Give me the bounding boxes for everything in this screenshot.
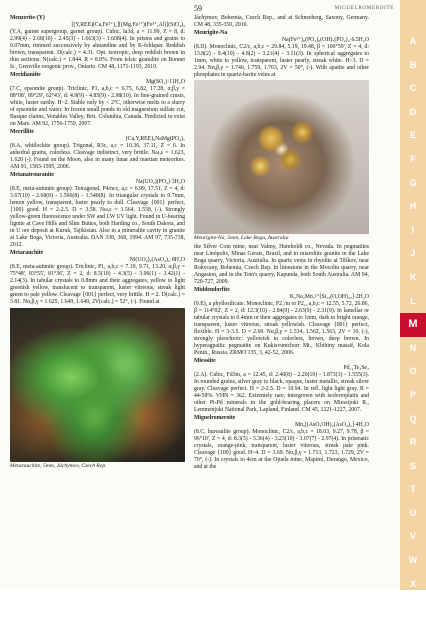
mineral-entry: [10, 172, 185, 250]
entry-formula: [(Y,REE)(Ca,Fe²⁺)₂][(Mg,Fe²⁺)(Fe³⁺,Al)](SiO₄)₃: [71, 22, 185, 29]
entry-headword: Meridianiite: [10, 71, 41, 78]
entries-block: [194, 30, 369, 79]
index-tab-h[interactable]: H: [409, 201, 417, 212]
entry-text: (8.D). Monoclinic, C2/c, a,b,c = 29.84, 5.19, 19.48, β = 106°59', Z = 4, d: 13.8(2) - 9.4(10) - 4.8(2) - 3.21(4) - 3.11(3). In spherical aggregates to 1mm, white to yellow, transparent, luster pearly, streak white. H~3. D = 2.94. Nα,β,γ = 1.740, 1.759, 1.763, 2V = 50°, (-). With apatite and other phosphates in quartz-barite veins at: [194, 43, 369, 78]
entry-headword: Miessiite: [194, 358, 216, 364]
entry-formula: Na(UO₂)(PO₄)·3H₂O: [135, 178, 185, 185]
index-tab-k[interactable]: K: [409, 271, 417, 282]
mineral-entry: [10, 250, 185, 306]
index-tab-q[interactable]: Q: [409, 413, 417, 424]
index-tab-r[interactable]: R: [409, 437, 417, 448]
index-tab-s[interactable]: S: [409, 460, 416, 471]
entry-headword: Metanatrouranite: [10, 171, 54, 178]
index-tab-o[interactable]: O: [409, 366, 417, 377]
index-tab-m[interactable]: M: [400, 313, 426, 337]
index-tab-y[interactable]: Y: [409, 602, 416, 613]
entry-text: (9.E), a phyllosilicate. Monoclinic, P2₁/m or P2₁, a,b,c = 12.55, 5.72, 26.86, β = 114°02', Z = 2, d: 12.3(10) - 2.84(9) - 2.63(9) - 2.31(9). In lamellar or tabular crystals to 0.4mm or their aggregates to 1mm, dark to bright orange, transparent, luster vitreous, streak yellowish. Cleavage {001} perfect, flexible. H = 3-3.5. D = 2.60. Nα,β,γ = 1.534, 1.562, 1.563, 2V = 10, (-), strongly pleochroic: yellowish to colorless, brown, deep brown. In hyperagpaitic pegmatite on Kukisvumchorr Mt., Khibiny massif, Kola Penin., Russia. ZRMO 135, 3, 42-52, 2006.: [194, 301, 369, 357]
index-tab-c[interactable]: C: [409, 83, 417, 94]
index-tab-v[interactable]: V: [409, 531, 416, 542]
index-tab-n[interactable]: N: [409, 342, 417, 353]
entry-headword: Middendorfite: [194, 286, 230, 293]
mineral-entry: [10, 72, 185, 128]
entry-text: (7.C, epsomite group). Triclinic, P1, a,b,c = 6.75, 6.82, 17.28, α,β,γ = 88°08', 89°29', 62°43', d: 4.9(9) - 4.85(9) - 2.98(10). In fine-grained crusts, white, luster earthy. H~2. Stable only by < 2°C, otherwise melts to a slurry of epsomite and water. In frozen small ponds in old magnesium sulfate cut, Basque claims, Venables Valley, Brit. Columbia, Canada. Predicted to exist on Mars. AM 92, 1756-1759, 2007.: [10, 86, 185, 128]
entry-formula: (Ca,Y,REE)₉NaMg(PO₄)₇: [125, 135, 185, 142]
entry-headword: Meurigite-Na: [194, 29, 228, 36]
entry-headword: Metarauchite: [10, 249, 44, 256]
column-left: [10, 15, 185, 472]
index-tab-b[interactable]: B: [409, 59, 417, 70]
entry-headword: Menzerite-(Y): [10, 15, 45, 21]
page-number: 59: [194, 4, 202, 13]
index-tab-u[interactable]: U: [409, 507, 417, 518]
mineral-entry: [194, 415, 369, 471]
mineral-entry: [10, 15, 185, 71]
mineral-entry: [194, 244, 369, 286]
entry-headword: Miguelromeroite: [194, 414, 236, 421]
index-tab-a[interactable]: A: [409, 36, 417, 46]
running-head: MIGUELROMEROITE: [334, 5, 394, 11]
alphabet-index: [400, 30, 426, 643]
photo-caption: Meurigite-Na, 5mm, Lake Boga, Australia: [194, 235, 289, 242]
entry-text: (2.A). Cubic, Fd3m, a = 12.45, d: 2.40(8) - 2.20(10) - 1.873(3) - 1.555(3). In rounded grains, silver gray to black, opaque, luster metallic, streak silver gray. Cleavage perfect. H = 2-2.5. D = 10.94. In refl. light light gray. R = 44-58%. VHN = 362. Extremely rare, intergrown with isoferroplatin and other Pt-Pd minerals in the gold-bearing placers on Miessijoki R., Lemmenjoki National Park, Lapland, Finland. CM 45, 1221-1227, 2007.: [194, 372, 369, 414]
alphabet-index-bar: [400, 0, 426, 636]
entry-formula: Na(Fe³⁺)₈(PO₄)₆(OH)₇(PO₄)₂·6.5H₂O: [282, 36, 369, 43]
entry-formula: Pd₁₁Te₂Se₂: [343, 365, 369, 372]
entry-text: (8.E, meta-autunite group). Triclinic, P1, a,b,c = 7.19, 9.71, 13.20, α,β,γ = 75°48', 83°55', 81°36', Z = 2, d: 8.5(10) - 4.3(5) - 3.96(1) - 3.42(1) - 2.14(3). In tabular crystals to 0.8mm and their aggregates, yellow to light greenish yellow, translucent to transparent, luster vitreous, streak light green to pale yellow. Cleavage {001} perfect, very brittle. H = 2. D(calc.) = 3.81. Nα,β,γ = 1.625, 1.649, 1.649, 2V(calc.) = 52°, (-). Found at: [10, 264, 185, 306]
entry-text: (Y,A, garnet supergroup, garnet group). Cubic, Ia3d, a = 11.99, Z = 8, d: 2.99(4) - 2.68(10) - 2.45(3) - 1.663(3) - 1.608(4). In prisms and grains to 0.07mm, rimmed successively by almandine and by K-feldspar. Reddish brown, transparent. D(calc.) = 4.31. Opt. isotropic, deep reddish brown in thin sections. N(calc.) = 1.844. R = 8.8%. From felsic granulite on Bonnet Is., Grenville orogenic prov., Ontario. CM 48, 1171-1193, 2010.: [10, 29, 185, 71]
index-tab-w[interactable]: W: [408, 555, 418, 566]
entry-text: (8.E, meta-autunite group). Tetragonal, P4/ncc, a,c = 6.99, 17.51, Z = 4, d: 3.67(10) - 2.68(8) - 1.566(8) - 1.540(8). In triangular crystals to 0.7mm, lemon yellow, transparent, luster pearly to dull. Cleavage {001} perfect, {100} good. H = 2-2.5. D = 3.58. Nω,ε = 1.564, 1.558, (-). Strongly yellow-green fluorescence under SW and LW UV light. Found in U-bearing lignite at Cave Hills and Slim Buttes, both Harding co., South Dakota, and in U ore deposit at Kuruk, Tajikistan. Also in a mineralite cavity in granite at Lake Boga, Victoria, Australia. DAN 338, 368, 1994. AM 97, 735-738, 2012.: [10, 185, 185, 249]
entry-formula: Mn₅[(AsO₃OH)₂(AsO₄)₂]·4H₂O: [295, 422, 369, 429]
entry-formula: Mg(SO₄)·11H₂O: [146, 79, 185, 86]
index-tab-j[interactable]: J: [410, 248, 416, 259]
column-right: [194, 15, 369, 472]
entry-formula: K₃Na₂Mn₅²⁺[Si₁₂(O,OH)₃₂]·2H₂O: [289, 293, 369, 300]
entry-continuation: Jáchymov, Bohemia, Czech Rep., and at Schneeberg, Saxony, Germany. CM 48, 335-350, 2010.: [194, 15, 369, 29]
entry-text: (8.A, whitlockite group). Trigonal, R3c, a,c = 10.36, 37.11, Z = 6. In anhedral grains, colorless. Cleavage indistinct, very brittle. Nω,ε = 1.623, 1.620 (-). Found on the Moon, also in many lunar and martian meteorites. AM 91, 1583-1595, 2006.: [10, 143, 185, 171]
photo-caption: Metarauchite, 5mm, Jáchymov, Czech Rep.: [10, 463, 107, 470]
mineral-photo-meurigite: [194, 80, 369, 234]
mineral-entry: [194, 287, 369, 357]
index-tab-l[interactable]: L: [410, 295, 416, 306]
index-tab-d[interactable]: D: [409, 106, 417, 117]
mineral-entry: [194, 30, 369, 79]
index-tab-x[interactable]: X: [409, 578, 416, 589]
index-tab-z[interactable]: Z: [410, 625, 416, 636]
index-tab-f[interactable]: F: [410, 153, 416, 164]
mineral-photo-metarauchite: [10, 308, 185, 462]
index-tab-g[interactable]: G: [409, 177, 417, 188]
entries-block: [194, 244, 369, 471]
entry-headword: Merrillite: [10, 128, 34, 135]
index-tab-e[interactable]: E: [409, 130, 416, 141]
index-tab-i[interactable]: I: [411, 224, 415, 235]
index-tab-t[interactable]: T: [410, 484, 416, 495]
mineral-entry: [10, 129, 185, 171]
entry-text: (8.C, hureaulite group). Monoclinic, C2/c, a,b,c = 18.03, 9.27, 9.78, β = 96°10', Z = 4, d: 8.3(5) - 3.36(4) - 3.23(10) - 3.07(7) - 2.97(4). In prismatic crystals, orange-pink, transparent, luster vitreous, streak pale pink. Cleavage {100} good. H~4. D = 3.69. Nα,β,γ = 1.713, 1.723, 1.729, 2V = 70°, (-). In crystals to 4cm at the Ojuela mine, Mapimí, Durango, Mexico, and at the: [194, 429, 369, 471]
entries-block: [10, 15, 185, 306]
index-tab-p[interactable]: P: [409, 389, 416, 400]
entry-formula: Ni(UO₂)₂(AsO₄)₂·8H₂O: [129, 256, 185, 263]
entry-text: the Silver Coin mine, near Valmy, Humboldt co., Nevada. In pegmatites near Linópolis, Minas Gerais, Brazil, and in miarolitic granite in the Lake Boga quarry, Victoria, Australia. In quartz veins in rhyolite at Těškov, near Rokycany, Bohemia, Czech Rep. In limestone in the Mocoltu quarry, near Angaston, and in the Tom's quarry, Kapunda, both South Australia. AM 94, 720-727, 2009.: [194, 244, 369, 286]
mineral-entry: [194, 358, 369, 414]
